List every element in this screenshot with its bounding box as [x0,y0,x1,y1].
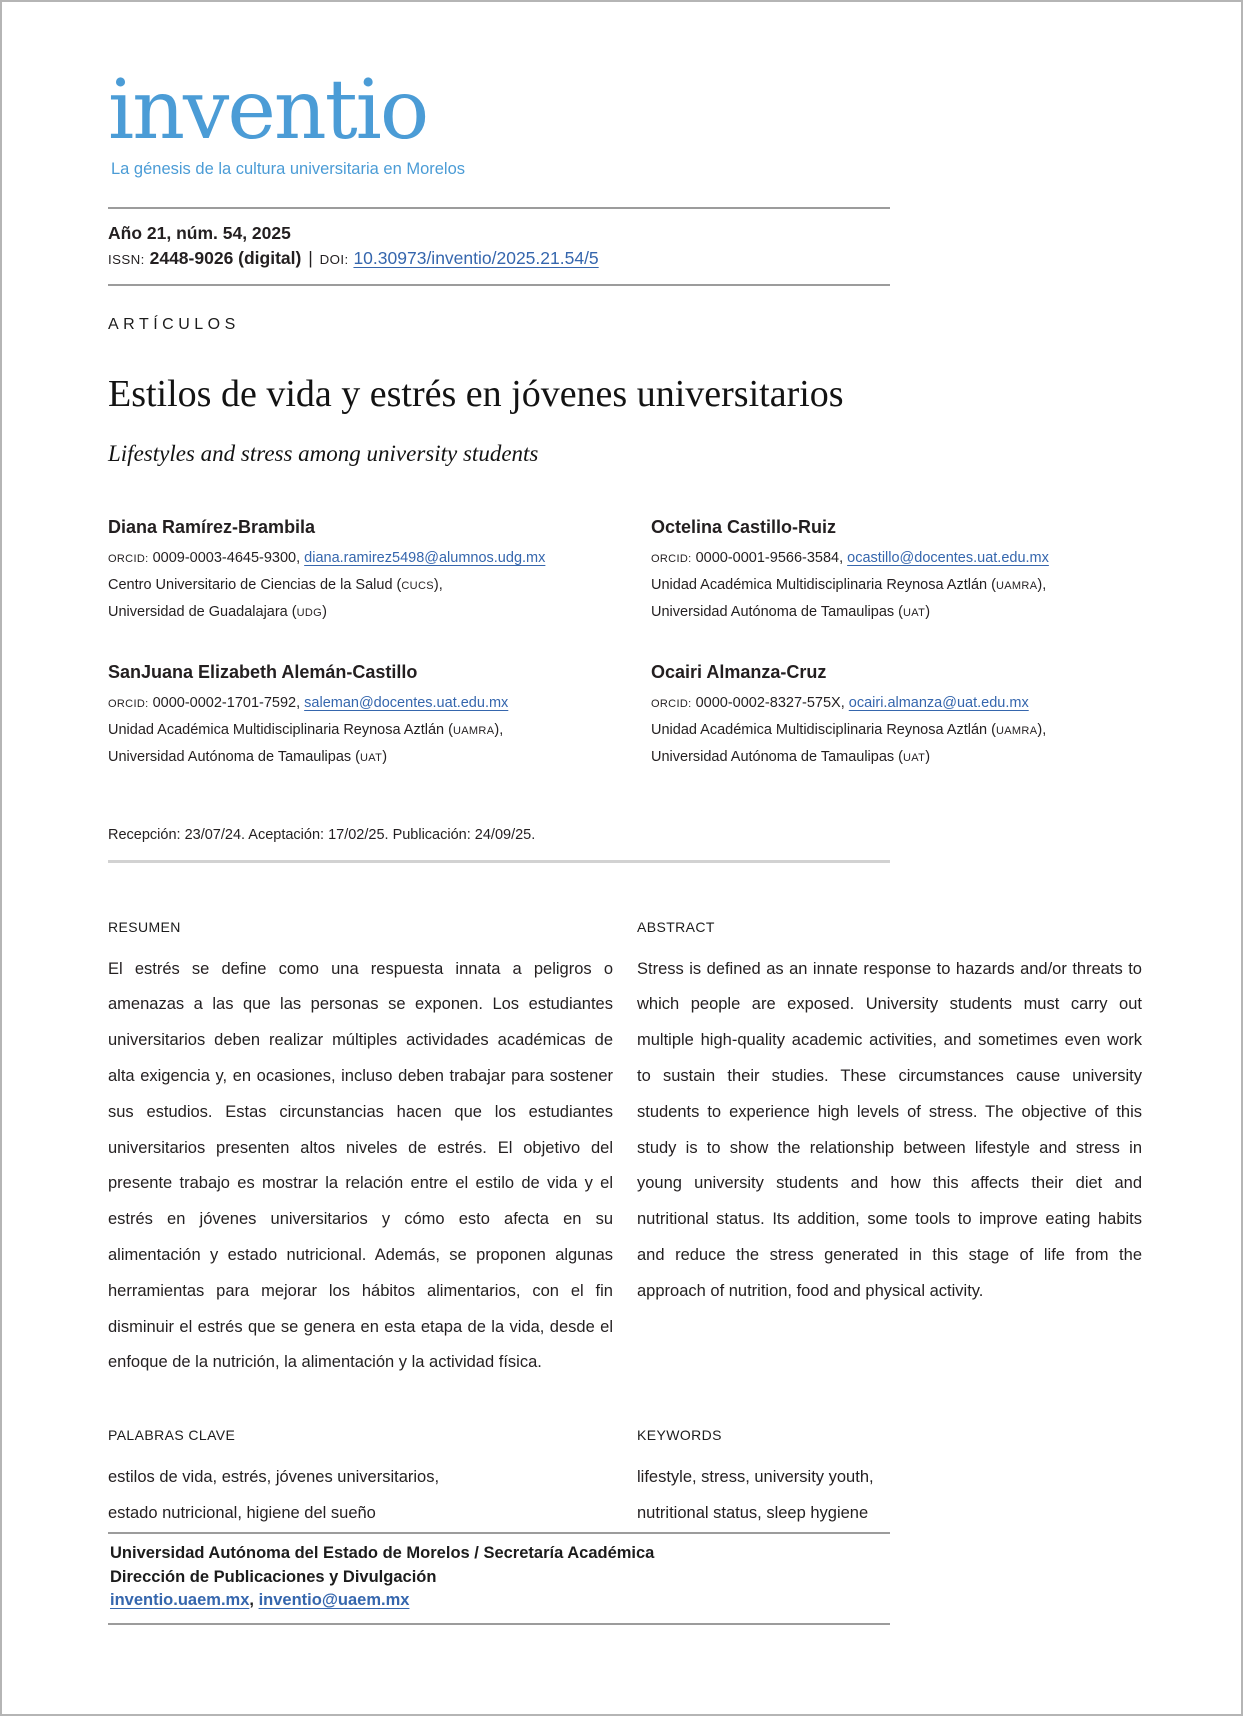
affiliation-acronym: UAT [360,751,383,764]
affiliation-acronym: UAT [903,606,926,619]
affiliation-text: Unidad Académica Multidisciplinaria Reynosa Aztlán ( [651,721,996,738]
affiliation-text: Universidad Autónoma de Tamaulipas ( [651,748,904,765]
palabras-clave-line: estado nutricional, higiene del sueño [108,1504,376,1523]
author-email-link[interactable]: saleman@docentes.uat.edu.mx [304,694,509,711]
journal-site-link[interactable]: inventio.uaem.mx [110,1591,250,1609]
resumen-label: RESUMEN [108,918,181,935]
orcid-label: ORCID: [108,697,149,710]
affiliation-text: Universidad Autónoma de Tamaulipas ( [651,603,904,620]
author-card [108,662,599,771]
keywords-line: lifestyle, stress, university youth, [637,1468,874,1487]
author-affiliation-1 [108,717,599,744]
keywords-line: nutritional status, sleep hygiene [637,1504,869,1523]
orcid-label: ORCID: [108,552,149,565]
publisher-links-line [110,1589,890,1613]
author-card [651,662,1142,771]
affiliation-acronym: UAMRA [452,724,495,737]
publisher-footer [108,1532,890,1625]
section-label: ARTÍCULOS [108,315,240,333]
author-email-link[interactable]: diana.ramirez5498@alumnos.udg.mx [304,549,546,566]
abstract-columns [108,919,1142,1532]
author-card [108,517,599,626]
orcid-label: ORCID: [651,697,692,710]
doi-label: DOI: [319,251,349,267]
affiliation-text: ), [433,576,443,593]
affiliation-text: Unidad Académica Multidisciplinaria Reynosa Aztlán ( [651,576,996,593]
issue-block [108,221,1138,272]
journal-email-link[interactable]: inventio@uaem.mx [258,1591,410,1609]
journal-logo: inventio [108,63,428,158]
palabras-clave-label: PALABRAS CLAVE [108,1427,236,1444]
author-affiliation-2 [651,599,1142,626]
author-affiliation-1 [651,572,1142,599]
author-orcid-line [108,545,599,572]
author-affiliation-2 [651,744,1142,771]
palabras-clave-line: estilos de vida, estrés, jóvenes universitarios, [108,1468,440,1487]
author-affiliation-2 [108,744,599,771]
author-email-link[interactable]: ocairi.almanza@uat.edu.mx [848,694,1029,711]
publisher-org-line: Universidad Autónoma del Estado de Morelos / Secretaría Académica [110,1544,655,1562]
author-orcid-line [651,690,1142,717]
doi-link[interactable]: 10.30973/inventio/2025.21.54/5 [353,247,599,268]
issue-line: Año 21, núm. 54, 2025 [108,222,291,243]
affiliation-acronym: UAMRA [995,579,1038,592]
header-divider [108,284,890,286]
affiliation-acronym: CUCS [401,579,434,592]
affiliation-acronym: UAT [903,751,926,764]
publisher-dept-line: Dirección de Publicaciones y Divulgación [110,1567,437,1586]
resumen-text: El estrés se define como una respuesta innata a peligros o amenazas a las que las personas se exponen. Los estudiantes universitarios deben realizar múltiples actividades académicas de alta exigencia y, en ocasiones, incluso deben trabajar para sostener sus estudios. Estas circunstancias hacen que los estudiantes universitarios presenten altos niveles de estrés. El objetivo del presente trabajo es mostrar la relación entre el estilo de vida y el estrés en jóvenes universitarios y cómo esto afecta en su alimentación y estado nutricional. Además, se proponen algunas herramientas para mejorar los hábitos alimentarios, con el fin disminuir el estrés que se genera en esta etapa de la vida, desde el enfoque de la nutrición, la alimentación y la actividad física. [108,959,613,1372]
author-affiliation-1 [651,717,1142,744]
issn-doi-line [108,246,1138,272]
author-name: Octelina Castillo-Ruiz [651,516,837,537]
orcid-value: 0009-0003-4645-9300, [152,549,301,566]
author-email-link[interactable]: ocastillo@docentes.uat.edu.mx [847,549,1049,566]
footer-bottom-divider [108,1623,890,1625]
authors-grid [108,517,1142,771]
orcid-value: 0000-0001-9566-3584, [695,549,844,566]
affiliation-text: ) [382,748,388,765]
issn-label: ISSN: [108,251,145,267]
author-name: Diana Ramírez-Brambila [108,516,316,537]
affiliation-acronym: UAMRA [995,724,1038,737]
masthead-divider [108,207,890,209]
affiliation-acronym: UDG [296,606,323,619]
journal-tagline: La génesis de la cultura universitaria en Morelos [111,159,466,178]
affiliation-text: ), [494,721,504,738]
links-separator: , [249,1591,254,1609]
affiliation-text: ) [925,603,931,620]
resumen-section [108,919,613,1382]
keywords-label: KEYWORDS [637,1427,722,1444]
affiliation-text: Universidad de Guadalajara ( [108,603,297,620]
author-name: SanJuana Elizabeth Alemán-Castillo [108,661,418,682]
orcid-value: 0000-0002-1701-7592, [152,694,301,711]
masthead [108,63,1138,179]
author-affiliation-2 [108,599,599,626]
article-title: Estilos de vida y estrés en jóvenes universitarios [108,372,844,415]
journal-first-page [2,2,1241,1714]
dates-line: Recepción: 23/07/24. Aceptación: 17/02/25. Publicación: 24/09/25. [108,826,536,843]
author-card [651,517,1142,626]
abstract-section [637,919,1142,1382]
affiliation-text: Centro Universitario de Ciencias de la Salud ( [108,576,402,593]
affiliation-text: ) [925,748,931,765]
orcid-value: 0000-0002-8327-575X, [695,694,845,711]
author-name: Ocairi Almanza-Cruz [651,661,827,682]
author-affiliation-1 [108,572,599,599]
footer-body [108,1534,890,1623]
orcid-label: ORCID: [651,552,692,565]
affiliation-text: Unidad Académica Multidisciplinaria Reynosa Aztlán ( [108,721,453,738]
abstract-label: ABSTRACT [637,918,715,935]
affiliation-text: ) [322,603,327,620]
author-orcid-line [651,545,1142,572]
dates-divider [108,860,890,863]
pipe-separator: | [308,247,313,268]
abstract-text: Stress is defined as an innate response to hazards and/or threats to which people are exposed. University students must carry out multiple high-quality academic activities, and sometimes even work to sustain their studies. These circumstances cause university students to experience high levels of stress. The objective of this study is to show the relationship between lifestyle and stress in young university students and how this affects their diet and nutritional status. Its addition, some tools to improve eating habits and reduce the stress generated in this stage of life from the approach of nutrition, food and physical activity. [637,959,1142,1300]
article-subtitle: Lifestyles and stress among university students [108,440,539,466]
palabras-clave-section [108,1427,613,1532]
author-orcid-line [108,690,599,717]
affiliation-text: Universidad Autónoma de Tamaulipas ( [108,748,361,765]
issn-value: 2448-9026 (digital) [149,247,302,268]
keywords-section [637,1427,1142,1532]
affiliation-text: ), [1037,721,1047,738]
affiliation-text: ), [1037,576,1047,593]
